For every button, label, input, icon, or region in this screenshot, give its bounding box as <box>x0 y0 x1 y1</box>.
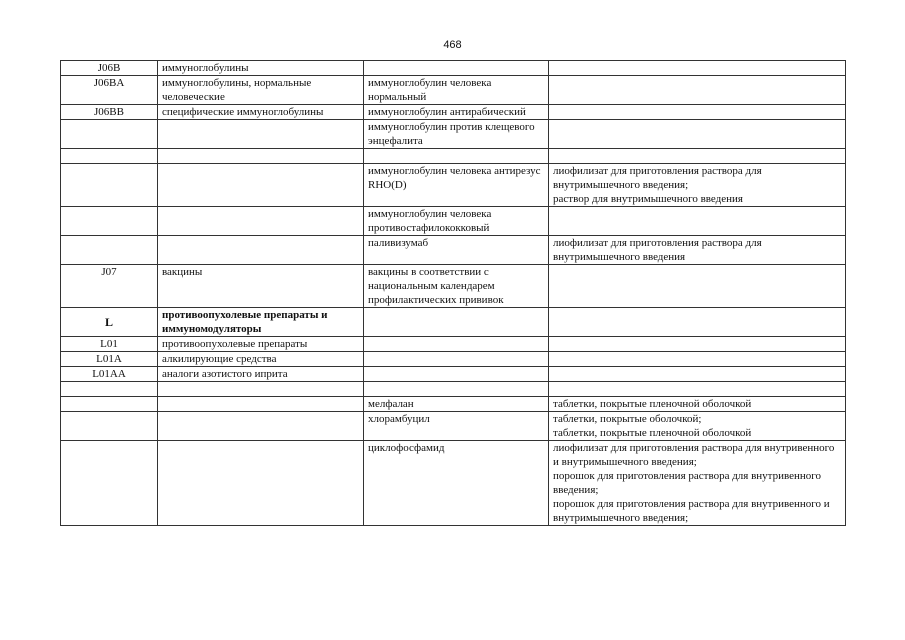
dosage-form-cell <box>549 382 846 397</box>
dosage-form-cell <box>549 308 846 337</box>
table-row <box>61 397 846 412</box>
drug-name-cell: иммуноглобулин человека нормальный <box>364 76 549 105</box>
atc-code-cell: J06BA <box>61 76 158 105</box>
drug-classification-table <box>60 60 846 526</box>
atc-code-cell <box>61 412 158 441</box>
drug-name-cell <box>364 367 549 382</box>
atc-code-cell: J06B <box>61 61 158 76</box>
drug-name-cell <box>364 149 549 164</box>
table-row <box>61 382 846 397</box>
drug-name-cell <box>364 382 549 397</box>
table-row <box>61 337 846 352</box>
dosage-form-cell: лиофилизат для приготовления раствора для внутривенного и внутримышечного введения; порошок для приготовления раствора для внутривенного введения; порошок для приготовления раствора для внутривенного и внутримышечного введения; <box>549 441 846 526</box>
dosage-form-cell <box>549 265 846 308</box>
group-name-cell: аналоги азотистого иприта <box>158 367 364 382</box>
group-name-cell <box>158 412 364 441</box>
drug-name-cell <box>364 352 549 367</box>
table-row <box>61 412 846 441</box>
drug-name-cell <box>364 337 549 352</box>
drug-name-cell: паливизумаб <box>364 236 549 265</box>
table-row <box>61 236 846 265</box>
drug-name-cell: мелфалан <box>364 397 549 412</box>
group-name-cell <box>158 207 364 236</box>
atc-code-cell <box>61 397 158 412</box>
group-name-cell: противоопухолевые препараты и иммуномодуляторы <box>158 308 364 337</box>
atc-code-cell: L01A <box>61 352 158 367</box>
section-header-row <box>61 308 846 337</box>
table-row <box>61 367 846 382</box>
group-name-cell <box>158 382 364 397</box>
group-name-cell: специфические иммуноглобулины <box>158 105 364 120</box>
group-name-cell: вакцины <box>158 265 364 308</box>
atc-code-cell: L <box>61 308 158 337</box>
table-row <box>61 105 846 120</box>
atc-code-cell <box>61 120 158 149</box>
drug-name-cell <box>364 308 549 337</box>
dosage-form-cell <box>549 61 846 76</box>
group-name-cell: противоопухолевые препараты <box>158 337 364 352</box>
dosage-form-cell: лиофилизат для приготовления раствора для внутримышечного введения; раствор для внутримышечного введения <box>549 164 846 207</box>
group-name-cell <box>158 120 364 149</box>
atc-code-cell: L01AA <box>61 367 158 382</box>
atc-code-cell: L01 <box>61 337 158 352</box>
dosage-form-cell: лиофилизат для приготовления раствора для внутримышечного введения <box>549 236 846 265</box>
atc-code-cell: J07 <box>61 265 158 308</box>
group-name-cell <box>158 236 364 265</box>
dosage-form-cell <box>549 149 846 164</box>
group-name-cell <box>158 441 364 526</box>
group-name-cell: иммуноглобулины, нормальные человеческие <box>158 76 364 105</box>
table-row <box>61 149 846 164</box>
atc-code-cell <box>61 164 158 207</box>
table-row <box>61 352 846 367</box>
atc-code-cell <box>61 441 158 526</box>
table-row <box>61 164 846 207</box>
dosage-form-cell <box>549 337 846 352</box>
atc-code-cell <box>61 207 158 236</box>
drug-name-cell: иммуноглобулин человека антирезус RHO(D) <box>364 164 549 207</box>
table-row <box>61 265 846 308</box>
table-row <box>61 76 846 105</box>
group-name-cell: иммуноглобулины <box>158 61 364 76</box>
dosage-form-cell: таблетки, покрытые оболочкой; таблетки, покрытые пленочной оболочкой <box>549 412 846 441</box>
dosage-form-cell <box>549 367 846 382</box>
drug-name-cell: вакцины в соответствии с национальным календарем профилактических прививок <box>364 265 549 308</box>
drug-name-cell <box>364 61 549 76</box>
dosage-form-cell <box>549 120 846 149</box>
atc-code-cell <box>61 236 158 265</box>
group-name-cell <box>158 397 364 412</box>
dosage-form-cell <box>549 76 846 105</box>
drug-name-cell: хлорамбуцил <box>364 412 549 441</box>
drug-name-cell: иммуноглобулин антирабический <box>364 105 549 120</box>
atc-code-cell <box>61 149 158 164</box>
table-row <box>61 207 846 236</box>
dosage-form-cell <box>549 352 846 367</box>
drug-name-cell: циклофосфамид <box>364 441 549 526</box>
drug-name-cell: иммуноглобулин человека противостафилококковый <box>364 207 549 236</box>
table-row <box>61 61 846 76</box>
group-name-cell <box>158 164 364 207</box>
atc-code-cell <box>61 382 158 397</box>
dosage-form-cell <box>549 105 846 120</box>
group-name-cell <box>158 149 364 164</box>
atc-code-cell: J06BB <box>61 105 158 120</box>
table-row <box>61 441 846 526</box>
dosage-form-cell: таблетки, покрытые пленочной оболочкой <box>549 397 846 412</box>
table-row <box>61 120 846 149</box>
dosage-form-cell <box>549 207 846 236</box>
group-name-cell: алкилирующие средства <box>158 352 364 367</box>
drug-name-cell: иммуноглобулин против клещевого энцефалита <box>364 120 549 149</box>
page-number: 468 <box>443 39 462 51</box>
